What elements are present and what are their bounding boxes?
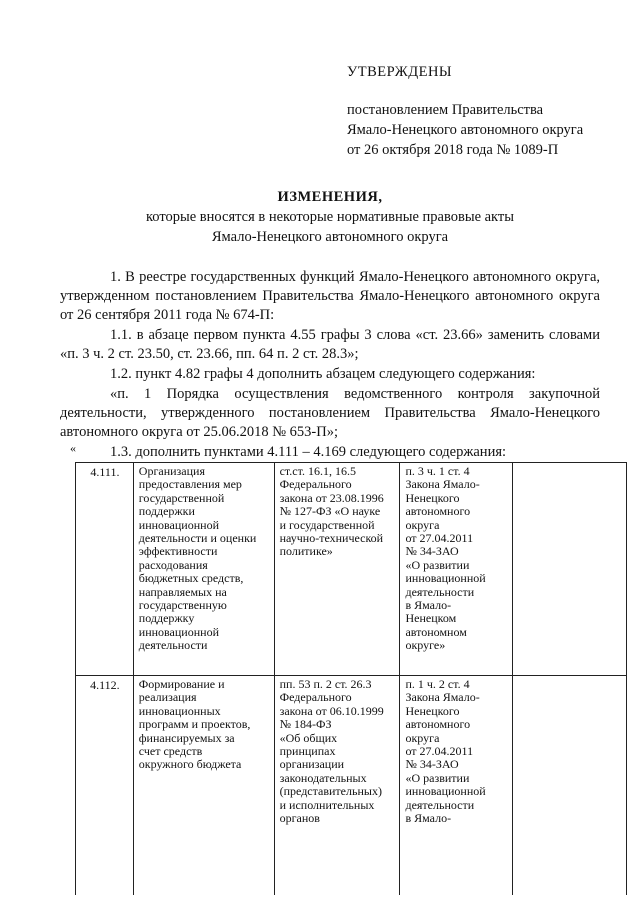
cell-text-line: Федерального: [279, 477, 352, 492]
approval-line: постановлением Правительства: [347, 102, 544, 118]
cell-text-line: деятельности: [405, 797, 475, 812]
cell-text-line: пп. 53 п. 2 ст. 26.3: [279, 677, 372, 691]
cell-text-line: (представительных): [279, 784, 382, 799]
cell-text-line: политике»: [279, 544, 333, 559]
opening-quote-mark: «: [70, 441, 76, 455]
cell-text-line: предоставления мер: [138, 477, 242, 492]
approval-block: [347, 62, 617, 160]
cell-text-line: автономного: [405, 717, 471, 732]
cell-text-line: № 184-ФЗ: [279, 717, 332, 732]
table-cell-col2: [274, 463, 400, 676]
cell-text-line: автономного: [405, 504, 471, 519]
document-heading: [60, 187, 600, 247]
cell-text-line: деятельности: [405, 584, 475, 599]
cell-text-line: инновационной: [405, 784, 486, 799]
cell-text-line: поддержки: [138, 504, 195, 519]
cell-text-line: автономном: [405, 624, 467, 639]
cell-text-line: и исполнительных: [279, 797, 375, 812]
cell-text-line: округа: [405, 517, 440, 532]
cell-text-line: расходования: [138, 557, 208, 572]
cell-text-line: округе»: [405, 638, 446, 653]
cell-text-line: направляемых на: [138, 584, 227, 599]
table-cell-col4: [513, 676, 627, 896]
paragraph-1-3: 1.3. дополнить пунктами 4.111 – 4.169 следующего содержания:: [110, 444, 507, 460]
table-cell-number: 4.111.: [76, 463, 134, 676]
cell-text-line: п. 3 ч. 1 ст. 4: [405, 464, 470, 478]
approval-line: Ямало-Ненецкого автономного округа: [347, 122, 584, 138]
cell-text-line: п. 1 ч. 2 ст. 4: [405, 677, 470, 691]
cell-text-line: эффективности: [138, 544, 218, 559]
heading-subtitle-line: Ямало-Ненецкого автономного округа: [211, 229, 449, 245]
table-cell-col3: [400, 463, 513, 676]
cell-text-line: закона от 23.08.1996: [279, 490, 384, 505]
cell-text-line: закона от 06.10.1999: [279, 703, 384, 718]
table-cell-col1: [133, 676, 274, 896]
paragraph-1-1: 1.1. в абзаце первом пункта 4.55 графы 3 слова «ст. 23.66» заменить словами «п. 3 ч. 2 ст. 23.50, ст. 23.66, пп. 64 п. 2 ст. 28.3»;: [60, 327, 600, 362]
cell-text-line: от 27.04.2011: [405, 531, 474, 546]
functions-table: [75, 462, 627, 895]
approval-line: от 26 октября 2018 года № 1089-П: [347, 142, 559, 158]
cell-text-line: Формирование и: [138, 677, 225, 691]
cell-text-line: инновационных: [138, 703, 221, 718]
functions-table-body: [76, 463, 627, 896]
cell-text-line: принципах: [279, 744, 336, 759]
cell-text-line: организации: [279, 757, 345, 772]
cell-text-line: органов: [279, 811, 320, 826]
cell-text-line: финансируемых за: [138, 730, 235, 745]
cell-text-line: «Об общих: [279, 730, 338, 745]
table-row: [76, 463, 627, 676]
approval-title: УТВЕРЖДЕНЫ: [347, 64, 453, 80]
cell-text-line: и государственной: [279, 517, 375, 532]
cell-text-line: государственной: [138, 490, 225, 505]
document-body: [60, 268, 600, 463]
cell-text-line: в Ямало-: [405, 811, 452, 826]
paragraph-quote: «п. 1 Порядка осуществления ведомственного контроля закупочной деятельности, утвержденного постановлением Правительства Ямало-Ненецкого автономного округа от 25.06.2018 № 653-П»;: [60, 386, 600, 440]
table-cell-col4: [513, 463, 627, 676]
cell-text-line: деятельности и оценки: [138, 531, 257, 546]
table-cell-col3: [400, 676, 513, 896]
cell-text-line: Организация: [138, 464, 205, 478]
cell-text-line: Ненецкого: [405, 490, 460, 505]
cell-text-line: счет средств: [138, 744, 203, 759]
cell-text-line: ст.ст. 16.1, 16.5: [279, 464, 356, 478]
heading-title: ИЗМЕНЕНИЯ,: [277, 189, 383, 205]
cell-text-line: от 27.04.2011: [405, 744, 474, 759]
table-row: [76, 676, 627, 896]
cell-text-line: № 34-ЗАО: [405, 544, 459, 559]
cell-text-line: № 127-ФЗ «О науке: [279, 504, 381, 519]
cell-text-line: «О развитии: [405, 557, 470, 572]
cell-text-line: инновационной: [405, 571, 486, 586]
cell-text-line: Закона Ямало-: [405, 690, 480, 705]
cell-text-line: научно-технической: [279, 531, 384, 546]
cell-text-line: реализация: [138, 690, 197, 705]
paragraph-1: 1. В реестре государственных функций Ямало-Ненецкого автономного округа, утвержденном постановлением Правительства Ямало-Ненецкого автономного округа от 26 сентября 2011 года № 674-П:: [60, 269, 600, 323]
cell-text-line: № 34-ЗАО: [405, 757, 459, 772]
cell-text-line: бюджетных средств,: [138, 571, 244, 586]
approval-spacer: [347, 82, 617, 100]
table-cell-col1: [133, 463, 274, 676]
cell-text-line: программ и проектов,: [138, 717, 251, 732]
cell-text-line: Ненецком: [405, 611, 457, 626]
paragraph-1-2: 1.2. пункт 4.82 графы 4 дополнить абзацем следующего содержания:: [110, 366, 536, 382]
cell-text-line: инновационной: [138, 624, 219, 639]
cell-text-line: государственную: [138, 598, 227, 613]
cell-text-line: деятельности: [138, 638, 208, 653]
cell-text-line: округа: [405, 730, 440, 745]
cell-text-line: законодательных: [279, 770, 367, 785]
cell-text-line: окружного бюджета: [138, 757, 242, 772]
cell-text-line: Ненецкого: [405, 703, 460, 718]
table-cell-col2: [274, 676, 400, 896]
cell-text-line: в Ямало-: [405, 598, 452, 613]
cell-text-line: инновационной: [138, 517, 219, 532]
heading-subtitle-line: которые вносятся в некоторые нормативные правовые акты: [145, 209, 514, 225]
cell-text-line: «О развитии: [405, 770, 470, 785]
cell-text-line: Федерального: [279, 690, 352, 705]
cell-text-line: Закона Ямало-: [405, 477, 480, 492]
cell-text-line: поддержку: [138, 611, 195, 626]
table-cell-number: 4.112.: [76, 676, 134, 896]
